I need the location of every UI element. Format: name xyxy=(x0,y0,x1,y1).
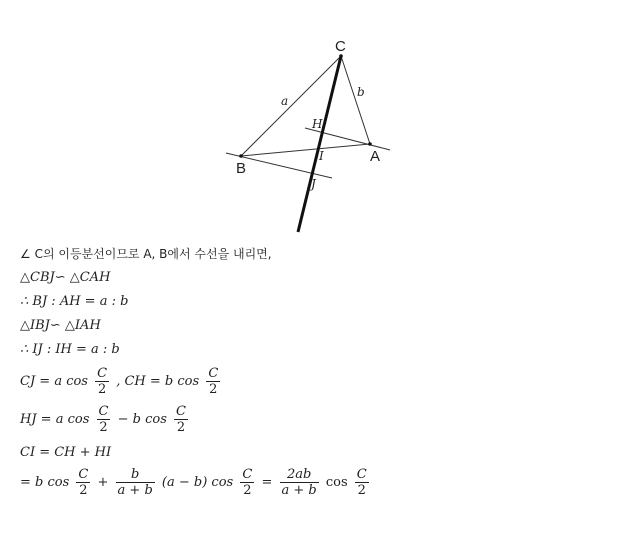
side-a xyxy=(241,56,341,156)
fraction-c-over-2: $\frac{C}{2}$ xyxy=(242,467,253,498)
label-B: B xyxy=(236,160,247,177)
point-A xyxy=(368,142,372,146)
fraction-c-over-2: $\frac{C}{2}$ xyxy=(176,404,186,435)
fraction-b-over-a-plus-b: $\frac{b}{a + b}$ xyxy=(117,467,153,498)
similarity-line-1: △CBJ∽ △CAH xyxy=(20,270,111,285)
label-J: J xyxy=(311,177,316,191)
ci-result-line: = b cos $\frac{C}{2}$ + $\frac{b}{a + b}$ (a − b) cos $\frac{C}{2}$ = $\frac{2ab}{a + b}$ cos $\frac{C}{2}$ xyxy=(20,467,367,498)
label-I: I xyxy=(319,149,324,163)
fraction-c-over-2: $\frac{C}{2}$ xyxy=(98,404,109,435)
angle-bisector xyxy=(298,56,341,232)
cj-ch-line: CJ = a cos $\frac{C}{2}$ , CH = b cos $\frac{C}{2}$ xyxy=(20,366,219,397)
similarity-line-2: △IBJ∽ △IAH xyxy=(20,318,101,333)
fraction-c-over-2: $\frac{C}{2}$ xyxy=(356,467,367,498)
intro-text: ∠ C의 이등분선이므로 A, B에서 수선을 내리면, xyxy=(20,247,272,261)
label-A: A xyxy=(370,148,381,165)
segment-AB xyxy=(241,144,370,156)
hj-line: HJ = a cos $\frac{C}{2}$ − b cos $\frac{C}{2}$ xyxy=(20,404,186,435)
ratio-line-2: ∴ IJ : IH = a : b xyxy=(20,342,120,357)
fraction-c-over-2: $\frac{C}{2}$ xyxy=(78,467,89,498)
fraction-2ab-over-a-plus-b: $\frac{2ab}{a + b}$ xyxy=(281,467,317,498)
label-C: C xyxy=(335,38,346,55)
ci-line: CI = CH + HI xyxy=(20,445,112,460)
point-B xyxy=(239,154,243,158)
label-H: H xyxy=(312,117,323,131)
fraction-c-over-2: $\frac{C}{2}$ xyxy=(97,366,108,397)
ratio-line-1: ∴ BJ : AH = a : b xyxy=(20,294,129,309)
triangle-figure xyxy=(0,0,621,240)
fraction-c-over-2: $\frac{C}{2}$ xyxy=(208,366,219,397)
label-a: a xyxy=(281,94,289,108)
side-b xyxy=(341,56,370,144)
label-b: b xyxy=(357,85,365,99)
